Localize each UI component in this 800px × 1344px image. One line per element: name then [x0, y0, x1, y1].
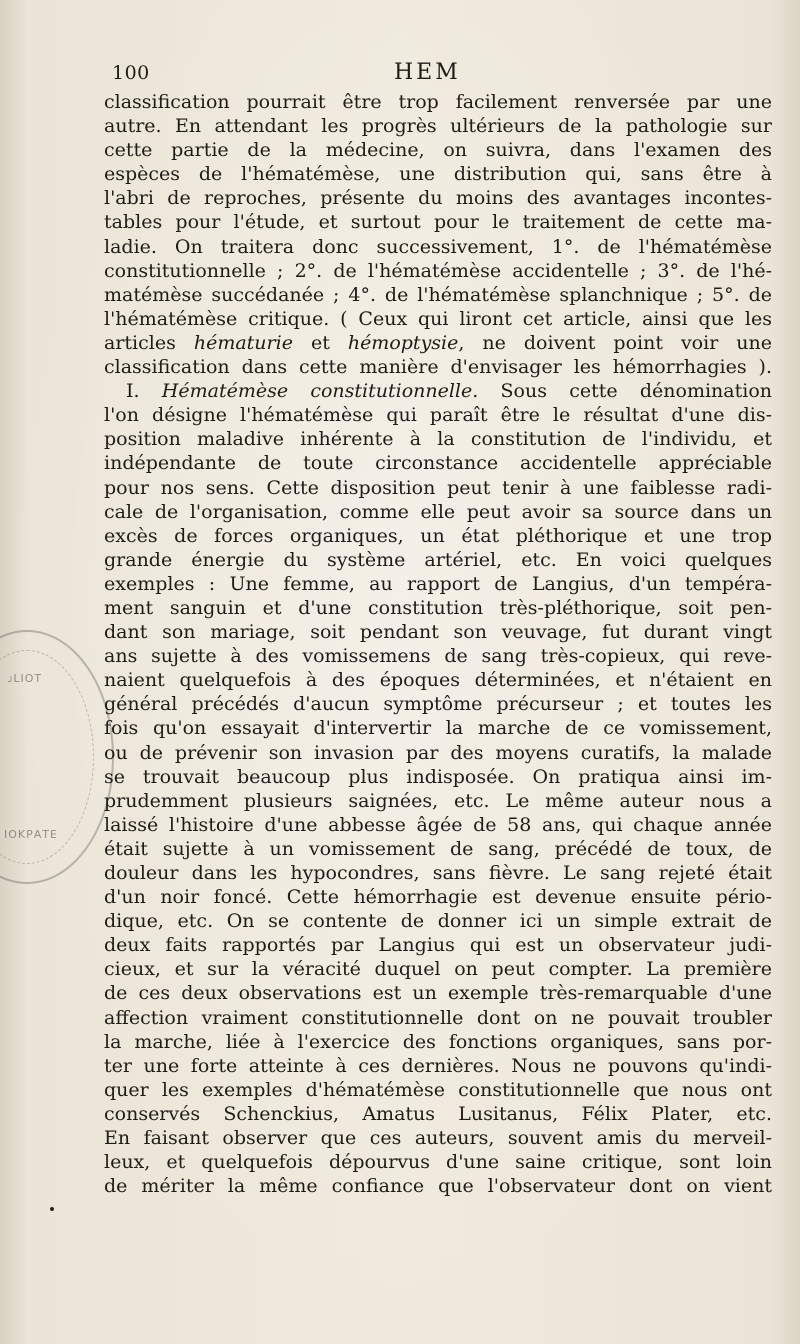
text-line: [104, 235, 772, 259]
text-run: l'on désigne l'hématémèse qui paraît être le résultat d'une dis-: [104, 404, 772, 427]
text-line: [104, 1150, 772, 1174]
text-run: classification pourrait être trop facilement renversée par une: [104, 91, 772, 113]
text-line: [104, 90, 772, 114]
text-line: [104, 138, 772, 162]
text-run: dique, etc. On se contente de donner ici un simple extrait de: [104, 910, 772, 933]
text-line: [104, 283, 772, 307]
text-run: conservés Schenckius, Amatus Lusitanus, Félix Plater, etc.: [104, 1102, 772, 1125]
text-run: de mériter la même confiance que l'observateur dont on vient: [104, 1175, 772, 1198]
text-line: [104, 644, 772, 668]
text-line: [104, 548, 772, 572]
text-line: [104, 210, 772, 234]
text-run: se trouvait beaucoup plus indisposée. On pratiqua ainsi im-: [104, 765, 772, 788]
text-line: [104, 909, 772, 933]
text-line: [104, 837, 772, 861]
text-line: [104, 1102, 772, 1126]
text-run: naient quelquefois à des époques déterminées, et n'étaient en: [104, 669, 772, 692]
page-header: [112, 62, 772, 88]
text-line: [104, 331, 772, 355]
text-line: [104, 741, 772, 765]
text-line: [104, 789, 772, 813]
text-run: affection vraiment constitutionnelle dont on ne pouvait troubler: [104, 1006, 772, 1029]
text-run: et: [292, 331, 348, 354]
text-line: [104, 933, 772, 957]
text-line: [104, 716, 772, 740]
text-line: [104, 114, 772, 138]
text-run: ladie. On traitera donc successivement, 1°. de l'hématémèse: [104, 235, 772, 258]
library-stamp: [0, 630, 114, 884]
text-run: cieux, et sur la véracité duquel on peut compter. La première: [104, 958, 772, 981]
text-line: [104, 1078, 772, 1102]
text-line: [104, 259, 772, 283]
text-run: articles: [104, 331, 194, 354]
text-run: était sujette à un vomissement de sang, précédé de toux, de: [104, 837, 772, 860]
text-line: [104, 861, 772, 885]
text-line: [104, 1006, 772, 1030]
text-line: [104, 355, 772, 379]
italic-run: Hématémèse constitutionnelle.: [161, 380, 479, 403]
text-line: [104, 765, 772, 789]
ink-speck: [50, 1207, 54, 1211]
text-run: général précédés d'aucun symptôme précurseur ; et toutes les: [104, 693, 772, 716]
text-run: matémèse succédanée ; 4°. de l'hématémèse splanchnique ; 5°. de: [104, 283, 772, 306]
text-line: [104, 403, 772, 427]
text-run: exemples : Une femme, au rapport de Langius, d'un tempéra-: [104, 572, 772, 595]
text-run: Sous cette dénomination: [478, 380, 772, 403]
text-run: leux, et quelquefois dépourvus d'une saine critique, sont loin: [104, 1151, 772, 1174]
text-run: quer les exemples d'hématémèse constitutionnelle que nous ont: [104, 1078, 772, 1101]
text-line: [104, 1126, 772, 1150]
text-line: [104, 379, 772, 403]
text-run: laissé l'histoire d'une abbesse âgée de 58 ans, qui chaque année: [104, 813, 772, 836]
text-line: [104, 524, 772, 548]
text-run: cale de l'organisation, comme elle peut avoir sa source dans un: [104, 500, 772, 523]
text-run: En faisant observer que ces auteurs, souvent amis du merveil-: [104, 1127, 772, 1150]
text-line: [104, 186, 772, 210]
text-line: [104, 500, 772, 524]
text-run: tables pour l'étude, et surtout pour le traitement de cette ma-: [104, 211, 772, 234]
text-line: [104, 307, 772, 331]
text-run: pour nos sens. Cette disposition peut tenir à une faiblesse radi-: [104, 476, 772, 499]
text-run: dant son mariage, soit pendant son veuvage, fut durant vingt: [104, 621, 772, 644]
text-line: [104, 692, 772, 716]
body-text: [104, 90, 772, 1198]
text-line: [104, 476, 772, 500]
text-line: [104, 596, 772, 620]
text-line: [104, 957, 772, 981]
text-run: position maladive inhérente à la constitution de l'individu, et: [104, 428, 772, 451]
text-line: [104, 162, 772, 186]
text-run: ment sanguin et d'une constitution très-pléthorique, soit pen-: [104, 596, 772, 619]
text-run: I.: [126, 380, 162, 403]
text-run: l'hématémèse critique. ( Ceux qui liront cet article, ainsi que les: [104, 307, 772, 330]
text-run: espèces de l'hématémèse, une distribution qui, sans être à: [104, 163, 772, 186]
running-head: HEM: [394, 60, 461, 85]
text-run: classification dans cette manière d'envisager les hémorrhagies ).: [104, 356, 772, 379]
text-run: prudemment plusieurs saignées, etc. Le même auteur nous a: [104, 789, 772, 812]
text-run: ou de prévenir son invasion par des moyens curatifs, la malade: [104, 741, 772, 764]
text-line: [104, 1174, 772, 1198]
italic-run: hématurie: [193, 331, 293, 354]
text-run: constitutionnelle ; 2°. de l'hématémèse accidentelle ; 3°. de l'hé-: [104, 259, 772, 282]
stamp-text-top: ᴊLΙΟΤ: [8, 672, 43, 685]
text-run: cette partie de la médecine, on suivra, dans l'examen des: [104, 139, 772, 162]
text-line: [104, 1054, 772, 1078]
text-line: [104, 813, 772, 837]
text-run: l'abri de reproches, présente du moins des avantages incontes-: [104, 187, 772, 210]
text-run: excès de forces organiques, un état pléthorique et une trop: [104, 524, 772, 547]
text-line: [104, 451, 772, 475]
text-run: douleur dans les hypocondres, sans fièvre. Le sang rejeté était: [104, 862, 772, 884]
text-run: grande énergie du système artériel, etc. En voici quelques: [104, 548, 772, 571]
text-run: de ces deux observations est un exemple très-remarquable d'une: [104, 982, 772, 1005]
text-line: [104, 572, 772, 596]
text-run: ter une forte atteinte à ces dernières. Nous ne pouvons qu'indi-: [104, 1054, 772, 1077]
stamp-text-bottom: ΙΟΚΡΑΤΕ: [4, 828, 58, 841]
text-run: ans sujette à des vomissemens de sang très-copieux, qui reve-: [104, 645, 772, 668]
italic-run: hémoptysie: [347, 331, 459, 354]
text-line: [104, 1030, 772, 1054]
text-run: deux faits rapportés par Langius qui est un observateur judi-: [104, 934, 772, 957]
text-line: [104, 668, 772, 692]
text-run: indépendante de toute circonstance accidentelle appréciable: [104, 452, 772, 475]
text-run: la marche, liée à l'exercice des fonctions organiques, sans por-: [104, 1030, 772, 1053]
text-line: [104, 885, 772, 909]
text-line: [104, 427, 772, 451]
text-line: [104, 981, 772, 1005]
text-line: [104, 620, 772, 644]
text-run: autre. En attendant les progrès ultérieurs de la pathologie sur: [104, 115, 772, 138]
text-run: d'un noir foncé. Cette hémorrhagie est devenue ensuite pério-: [104, 886, 772, 909]
page-number: 100: [112, 62, 150, 84]
text-run: fois qu'on essayait d'intervertir la marche de ce vomissement,: [104, 717, 772, 740]
text-run: , ne doivent point voir une: [458, 331, 772, 354]
